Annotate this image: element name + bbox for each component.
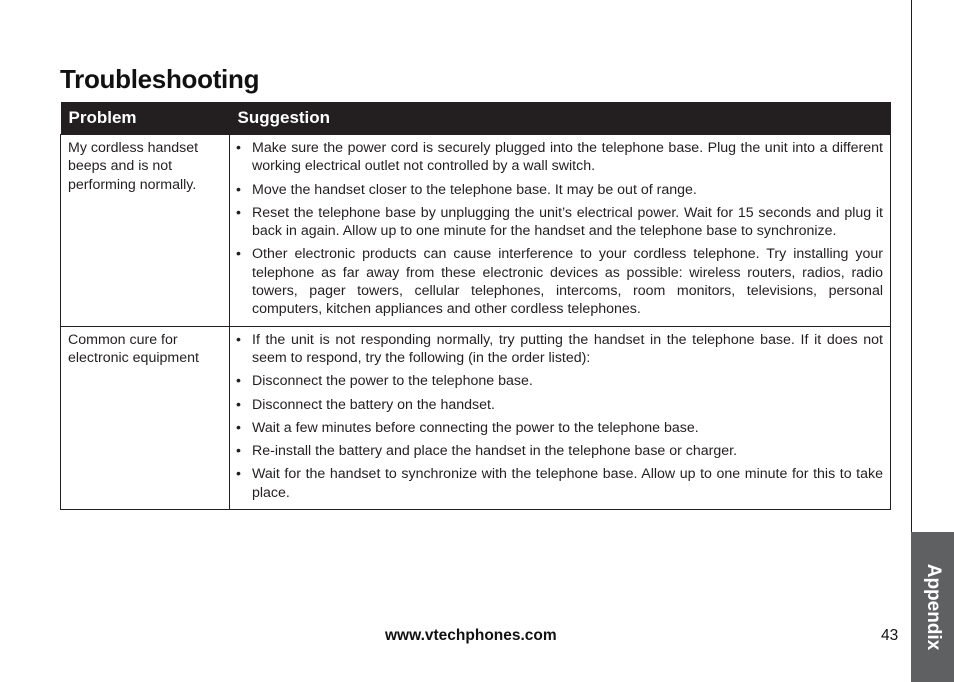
troubleshooting-table <box>60 102 891 510</box>
suggestion-item: • Other electronic products can cause interference to your cordless telephone. Try installing your telephone as far away from these electronic devices as possible: wireless routers, radios, radio towers, pager towers, cellular telephones, intercoms, room monitors, televisions, personal computers, kitchen appliances and other cordless telephones. <box>236 245 883 318</box>
suggestion-item: • If the unit is not responding normally, try putting the handset in the telephone base. If it does not seem to respond, try the following (in the order listed): <box>236 331 883 368</box>
suggestion-list <box>236 331 883 502</box>
page-title: Troubleshooting <box>60 64 260 94</box>
suggestion-item: • Reset the telephone base by unplugging the unit’s electrical power. Wait for 15 seconds and plug it back in again. Allow up to one minute for the handset and the telephone base to synchronize. <box>236 204 883 241</box>
suggestion-item: • Wait a few minutes before connecting the power to the telephone base. <box>236 419 883 437</box>
suggestion-list <box>236 139 883 319</box>
appendix-tab <box>911 532 954 682</box>
table-header-row <box>61 102 891 135</box>
suggestion-item: • Move the handset closer to the telephone base. It may be out of range. <box>236 181 883 199</box>
column-header-suggestion: Suggestion <box>230 102 891 135</box>
suggestion-item: • Make sure the power cord is securely plugged into the telephone base. Plug the unit into a different working electrical outlet not controlled by a wall switch. <box>236 139 883 176</box>
table-row <box>61 135 891 327</box>
problem-cell: Common cure for electronic equipment <box>61 326 230 509</box>
column-header-problem: Problem <box>61 102 230 135</box>
suggestion-item: • Disconnect the power to the telephone base. <box>236 372 883 390</box>
suggestion-item: • Wait for the handset to synchronize with the telephone base. Allow up to one minute for this to take place. <box>236 465 883 502</box>
appendix-tab-label: Appendix <box>922 563 944 651</box>
table-row <box>61 326 891 509</box>
page-number: 43 <box>881 627 899 644</box>
suggestion-item: • Disconnect the battery on the handset. <box>236 396 883 414</box>
suggestion-cell <box>230 135 891 327</box>
footer-url: www.vtechphones.com <box>385 627 557 644</box>
problem-cell: My cordless handset beeps and is not performing normally. <box>61 135 230 327</box>
suggestion-cell <box>230 326 891 509</box>
suggestion-item: • Re-install the battery and place the handset in the telephone base or charger. <box>236 442 883 460</box>
